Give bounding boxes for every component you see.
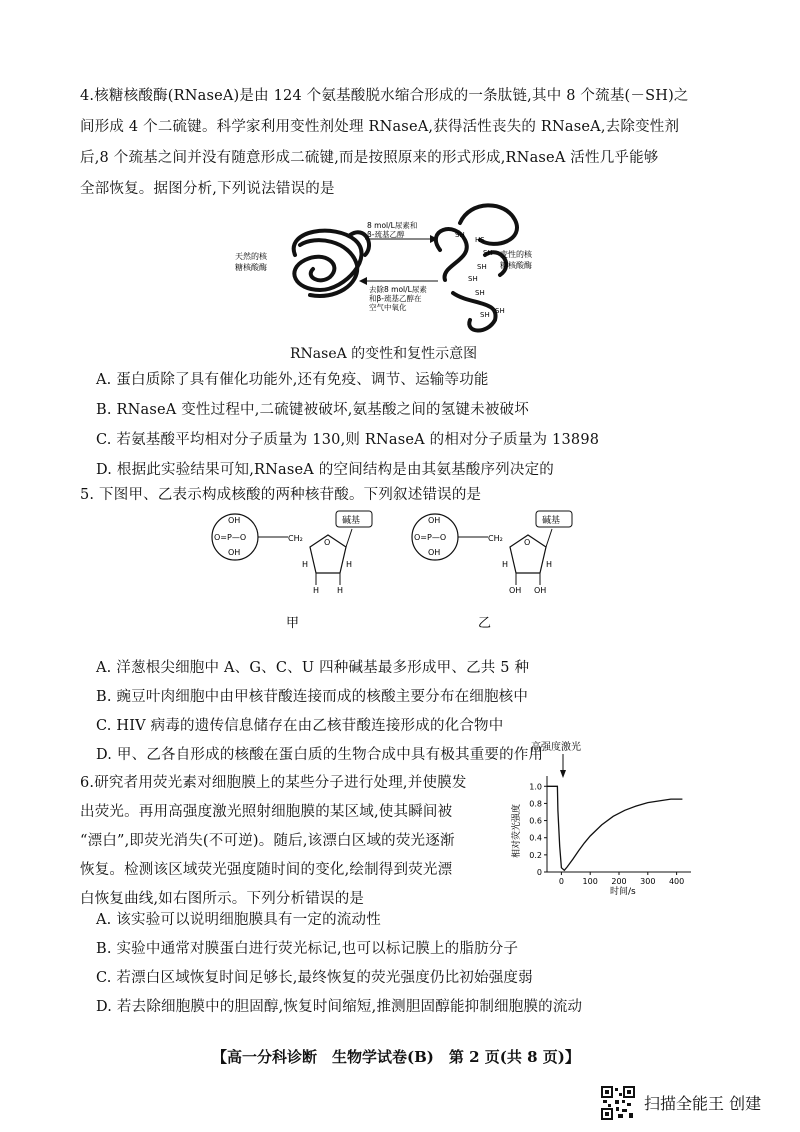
x-tick-label: 200	[611, 877, 627, 886]
nucleotide-diagram	[210, 507, 610, 632]
yi-oh-top: OH	[428, 516, 441, 525]
q4-stem-line-1: 4.核糖核酸酶(RNaseA)是由 124 个氨基酸脱水缩合形成的一条肽链,其中 8 个巯基(－SH)之	[80, 88, 689, 104]
sh-label-6: SH	[480, 311, 490, 319]
y-tick-label: 0.2	[529, 850, 542, 860]
qr-code-icon	[600, 1085, 636, 1121]
frap-recovery-chart	[505, 738, 705, 898]
jia-ch2: CH₂	[288, 534, 303, 543]
jia-h-3: H	[313, 586, 320, 595]
scanner-stamp	[600, 1085, 790, 1121]
q6-stem-line-2: 出荧光。再用高强度激光照射细胞膜的某区域,使其瞬间被	[80, 804, 453, 820]
hs-label-1: HS	[475, 236, 485, 244]
chart-ylabel: 相对荧光强度	[512, 803, 522, 858]
renature-condition-1: 去除8 mol/L尿素	[369, 285, 427, 294]
q4-option-d: D. 根据此实验结果可知,RNaseA 的空间结构是由其氨基酸序列决定的	[96, 462, 554, 478]
q5-option-c: C. HIV 病毒的遗传信息储存在由乙核苷酸连接形成的化合物中	[96, 718, 504, 734]
renature-condition-2: 和β-巯基乙醇在	[369, 294, 422, 303]
q4-option-b: B. RNaseA 变性过程中,二硫键被破坏,氨基酸之间的氢键未被破坏	[96, 402, 529, 418]
q6-stem-line-3: “漂白”,即荧光消失(不可逆)。随后,该漂白区域的荧光逐渐	[80, 833, 455, 849]
scanner-stamp-text: 扫描全能王 创建	[644, 1094, 762, 1113]
jia-h-4: H	[337, 586, 344, 595]
yi-ch2: CH₂	[488, 534, 503, 543]
q4-stem-line-3: 后,8 个巯基之间并没有随意形成二硫键,而是按照原来的形式形成,RNaseA 活性几乎能够	[80, 150, 659, 166]
jia-h-2: H	[346, 560, 353, 569]
sh-label-2: SH	[483, 249, 493, 257]
rnase-denaturation-diagram	[225, 195, 545, 335]
denatured-label-2: 糖核酸酶	[500, 261, 532, 270]
q5-option-b: B. 豌豆叶肉细胞中由甲核苷酸连接而成的核酸主要分布在细胞核中	[96, 689, 529, 705]
yi-ring-o: O	[524, 538, 531, 547]
yi-oh-2: OH	[534, 586, 547, 595]
renature-arrowhead	[359, 277, 367, 285]
yi-phosphate: O=P—O	[414, 533, 447, 542]
y-tick-label: 0.4	[529, 833, 542, 843]
q4-stem-line-4: 全部恢复。据图分析,下列说法错误的是	[80, 181, 335, 197]
chart-xlabel: 时间/s	[610, 887, 636, 897]
sh-label-7: SH	[495, 307, 505, 315]
yi-h-2: H	[546, 560, 553, 569]
q5-stem: 5. 下图甲、乙表示构成核酸的两种核苷酸。下列叙述错误的是	[80, 487, 482, 503]
jia-label: 甲	[286, 616, 300, 631]
q4-figure-caption: RNaseA 的变性和复性示意图	[290, 346, 478, 362]
q6-stem-line-4: 恢复。检测该区域荧光强度随时间的变化,绘制得到荧光漂	[80, 862, 453, 878]
y-tick-label: 0.6	[529, 816, 542, 826]
x-tick-label: 100	[582, 877, 598, 886]
yi-base: 碱基	[542, 516, 561, 526]
jia-h-1: H	[302, 560, 309, 569]
y-tick-label: 0.8	[529, 799, 542, 809]
x-tick-label: 0	[558, 877, 564, 886]
chart-axes	[547, 776, 691, 872]
q5-option-d: D. 甲、乙各自形成的核酸在蛋白质的生物合成中具有极其重要的作用	[96, 747, 544, 763]
renature-condition-3: 空气中氧化	[369, 303, 407, 312]
denature-condition-2: β-巯基乙醇	[367, 230, 405, 239]
native-label-2: 糖核酸酶	[235, 263, 267, 272]
yi-oh-1: OH	[509, 586, 522, 595]
y-tick-label: 1.0	[529, 782, 542, 792]
yi-h-1: H	[502, 560, 509, 569]
jia-oh-bottom: OH	[228, 548, 241, 557]
fluorescence-recovery-line	[547, 786, 682, 870]
q6-stem-line-5: 白恢复曲线,如右图所示。下列分析错误的是	[80, 891, 365, 907]
x-tick-label: 400	[668, 877, 685, 886]
laser-arrowhead	[560, 770, 566, 778]
page-footer: 【高一分科诊断 生物学试卷(B) 第 2 页(共 8 页)】	[212, 1048, 580, 1066]
sh-label-4: SH	[468, 275, 478, 283]
jia-oh-top: OH	[228, 516, 241, 525]
q4-option-a: A. 蛋白质除了具有催化功能外,还有免疫、调节、运输等功能	[96, 372, 489, 388]
nucleotide-yi	[412, 511, 572, 631]
q6-option-b: B. 实验中通常对膜蛋白进行荧光标记,也可以标记膜上的脂肪分子	[96, 941, 519, 957]
q4-stem-line-2: 间形成 4 个二硫键。科学家利用变性剂处理 RNaseA,获得活性丧失的 RNaseA,去除变性剂	[80, 119, 680, 135]
native-label-1: 天然的核	[235, 252, 267, 261]
q5-option-a: A. 洋葱根尖细胞中 A、G、C、U 四种碱基最多形成甲、乙共 5 种	[96, 660, 530, 676]
sh-label-3: SH	[477, 263, 487, 271]
yi-label: 乙	[478, 616, 492, 631]
chart-ticks	[529, 782, 684, 886]
nucleotide-jia	[212, 511, 372, 631]
denature-condition-1: 8 mol/L尿素和	[367, 221, 418, 230]
sh-label-1: SH	[455, 231, 465, 239]
q4-option-c: C. 若氨基酸平均相对分子质量为 130,则 RNaseA 的相对分子质量为 13898	[96, 432, 600, 448]
chart-annotation: 高强度激光	[531, 742, 581, 753]
sh-label-5: SH	[475, 289, 485, 297]
x-tick-label: 300	[640, 877, 656, 886]
jia-ring-o: O	[324, 538, 331, 547]
y-tick-label: 0	[536, 868, 542, 877]
jia-phosphate: O=P—O	[214, 533, 247, 542]
jia-base: 碱基	[342, 516, 361, 526]
yi-oh-bottom: OH	[428, 548, 441, 557]
q6-option-a: A. 该实验可以说明细胞膜具有一定的流动性	[96, 912, 381, 928]
q6-stem-line-1: 6.研究者用荧光素对细胞膜上的某些分子进行处理,并使膜发	[80, 775, 467, 791]
q6-option-d: D. 若去除细胞膜中的胆固醇,恢复时间缩短,推测胆固醇能抑制细胞膜的流动	[96, 999, 583, 1015]
q6-option-c: C. 若漂白区域恢复时间足够长,最终恢复的荧光强度仍比初始强度弱	[96, 970, 533, 986]
denatured-label-1: 变性的核	[500, 250, 532, 259]
native-protein-shape	[294, 231, 369, 296]
